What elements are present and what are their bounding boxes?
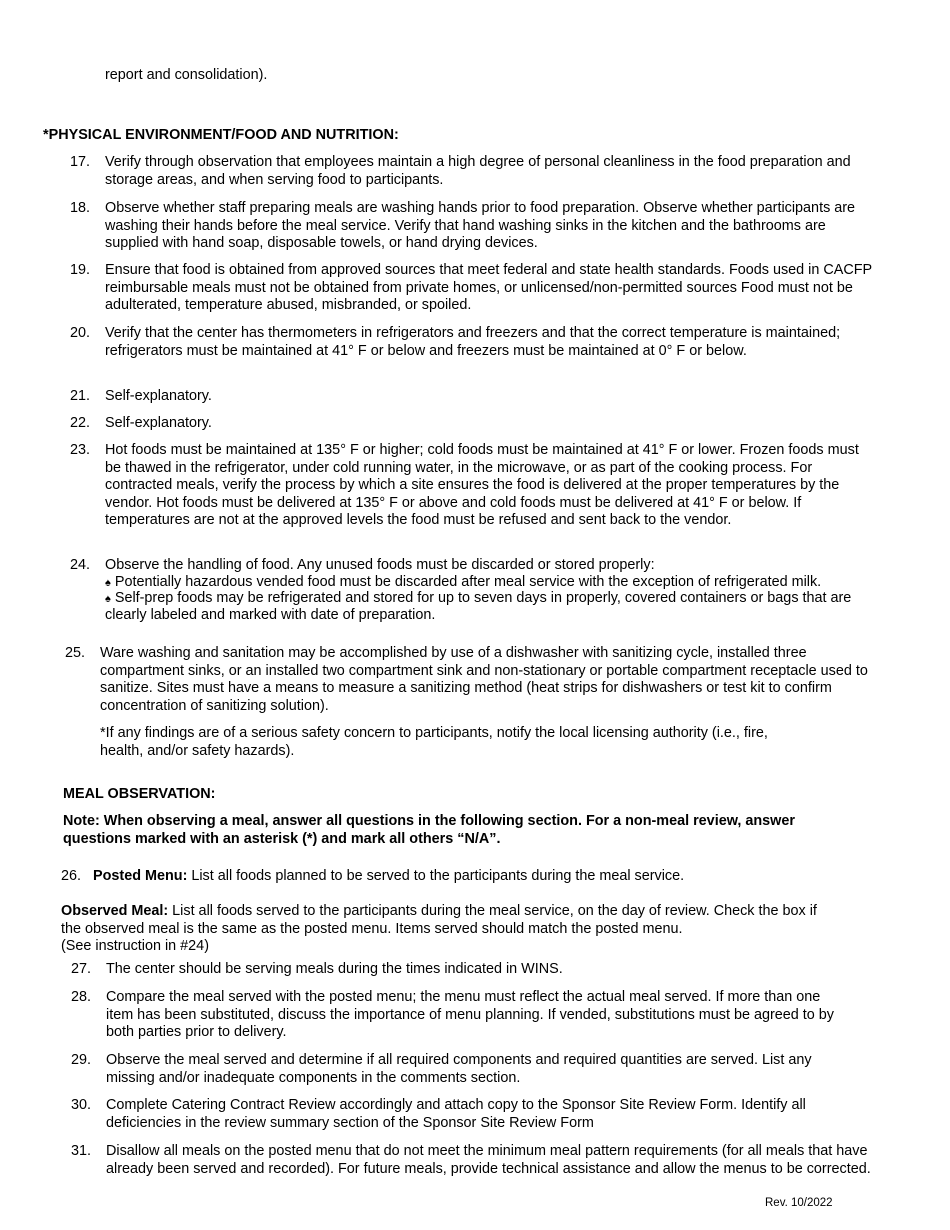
list-item bbox=[65, 645, 870, 715]
item-text: Ensure that food is obtained from approved sources that meet federal and state health standards. Foods used in CACFP reimbursable meals must not be obtained from private homes, or unlicensed/non-permitted sources Food must not be adulterated, temperature abused, misbranded, or spoiled. bbox=[105, 262, 872, 314]
item-text: Observe whether staff preparing meals are washing hands prior to food preparation. Observe whether participants are washing their hands before the meal service. Verify that hand washing sinks in the kitchen and the bathrooms are supplied with hand soap, disposable towels, or hand drying devices. bbox=[105, 200, 856, 252]
list-item bbox=[70, 388, 870, 406]
list-item bbox=[70, 200, 870, 253]
list-item bbox=[70, 557, 880, 623]
item-text: Self-explanatory. bbox=[105, 388, 212, 404]
bullet-text: Self-prep foods may be refrigerated and stored for up to seven days in properly, covered containers or bags that are clearly labeled and marked with date of preparation. bbox=[105, 590, 852, 623]
bullet-item bbox=[105, 591, 880, 623]
item-number: 26. bbox=[61, 868, 82, 884]
item-number: 23. bbox=[70, 442, 91, 458]
item-number: 22. bbox=[70, 415, 91, 431]
item-number: 21. bbox=[70, 388, 91, 404]
list-item bbox=[70, 415, 870, 433]
section-heading-physical: *PHYSICAL ENVIRONMENT/FOOD AND NUTRITION: bbox=[43, 127, 399, 143]
observed-meal-instruction bbox=[61, 903, 821, 954]
list-item bbox=[70, 442, 870, 530]
item-text: Ware washing and sanitation may be accomplished by use of a dishwasher with sanitizing cycle, installed three compartment sinks, or an installed two compartment sink and non-stationary or portable compartment receptacle used to sanitize. Sites must have a means to measure a sanitizing method (heat strips for dishwashers or test kit to confirm concentration of sanitizing solution). bbox=[100, 645, 868, 714]
bullet-text: Potentially hazardous vended food must be discarded after meal service with the exception of refrigerated milk. bbox=[114, 573, 822, 590]
meal-observation-note: Note: When observing a meal, answer all questions in the following section. For a non-meal review, answer questions marked with an asterisk (*) and mark all others “N/A”. bbox=[63, 813, 795, 847]
item-number: 27. bbox=[71, 961, 92, 977]
list-item bbox=[71, 1097, 871, 1132]
list-item bbox=[71, 961, 871, 979]
item-number: 17. bbox=[70, 154, 91, 170]
bullet-item bbox=[105, 575, 880, 592]
list-item bbox=[70, 325, 850, 360]
item-text: The center should be serving meals during the times indicated in WINS. bbox=[106, 961, 563, 977]
posted-menu-label: Posted Menu: bbox=[93, 868, 188, 884]
item-number: 30. bbox=[71, 1097, 92, 1113]
item-number: 31. bbox=[71, 1143, 92, 1159]
item-text: Complete Catering Contract Review accordingly and attach copy to the Sponsor Site Review Form. Identify all deficiencies in the review summary section of the Sponsor Site Review Form bbox=[106, 1097, 806, 1131]
item-number: 29. bbox=[71, 1052, 92, 1068]
item-text: Compare the meal served with the posted menu; the menu must reflect the actual meal served. If more than one item has been substituted, discuss the importance of menu planning. If vended, substitutions must be agreed to by both parties prior to delivery. bbox=[106, 989, 834, 1041]
item-number: 28. bbox=[71, 989, 92, 1005]
section-heading-meal: MEAL OBSERVATION: bbox=[63, 786, 216, 802]
observed-meal-ref: (See instruction in #24) bbox=[61, 938, 209, 955]
revision-footer: Rev. 10/2022 bbox=[765, 1197, 833, 1209]
item-number: 18. bbox=[70, 200, 91, 216]
item-text: Disallow all meals on the posted menu that do not meet the minimum meal pattern requirements (for all meals that have already been served and recorded). For future meals, provide technical assistance and allow the menus to be corrected. bbox=[106, 1143, 871, 1177]
item-text: Verify through observation that employees maintain a high degree of personal cleanliness in the food preparation and storage areas, and when serving food to participants. bbox=[105, 154, 851, 188]
item-text: Hot foods must be maintained at 135° F or higher; cold foods must be maintained at 41° F or lower. Frozen foods must be thawed in the refrigerator, under cold running water, in the microwave, or as part of the cooking process. For contracted meals, verify the process by which a site ensures the food is delivered at the proper temperatures by the vendor. Hot foods must be delivered at 135° F or above and cold foods must be delivered at 41° F or below. If temperatures are not at the approved levels the food must be refused and sent back to the vendor. bbox=[105, 442, 859, 529]
item-number: 20. bbox=[70, 325, 91, 341]
list-item bbox=[71, 1052, 851, 1087]
item-number: 24. bbox=[70, 557, 91, 573]
item-text: Verify that the center has thermometers in refrigerators and freezers and that the correct temperature is maintained; refrigerators must be maintained at 41° F or below and freezers must be maintained at 0° F or below. bbox=[105, 325, 841, 359]
list-item bbox=[71, 989, 851, 1042]
list-item bbox=[70, 154, 870, 189]
safety-note: *If any findings are of a serious safety concern to participants, notify the local licensing authority (i.e., fire, health, and/or safety hazards). bbox=[100, 725, 768, 759]
item-text: Observe the meal served and determine if all required components and required quantities are served. List any missing and/or inadequate components in the comments section. bbox=[106, 1052, 812, 1086]
observed-meal-text: List all foods served to the participants during the meal service, on the day of review. Check the box if the observed meal is the same as the posted menu. Items served should match the posted menu. bbox=[61, 903, 817, 937]
item-number: 19. bbox=[70, 262, 91, 278]
item-text: Observe the handling of food. Any unused foods must be discarded or stored properly: bbox=[105, 557, 655, 573]
list-item bbox=[61, 868, 861, 886]
list-item bbox=[71, 1143, 871, 1178]
observed-meal-label: Observed Meal: bbox=[61, 903, 169, 919]
spade-bullet-icon: ♠ bbox=[105, 576, 111, 589]
item-text: Self-explanatory. bbox=[105, 415, 212, 431]
intro-fragment: report and consolidation). bbox=[105, 67, 268, 83]
item-number: 25. bbox=[65, 645, 86, 661]
item-text: List all foods planned to be served to the participants during the meal service. bbox=[187, 868, 685, 884]
list-item bbox=[70, 262, 880, 315]
spade-bullet-icon: ♠ bbox=[105, 593, 111, 606]
